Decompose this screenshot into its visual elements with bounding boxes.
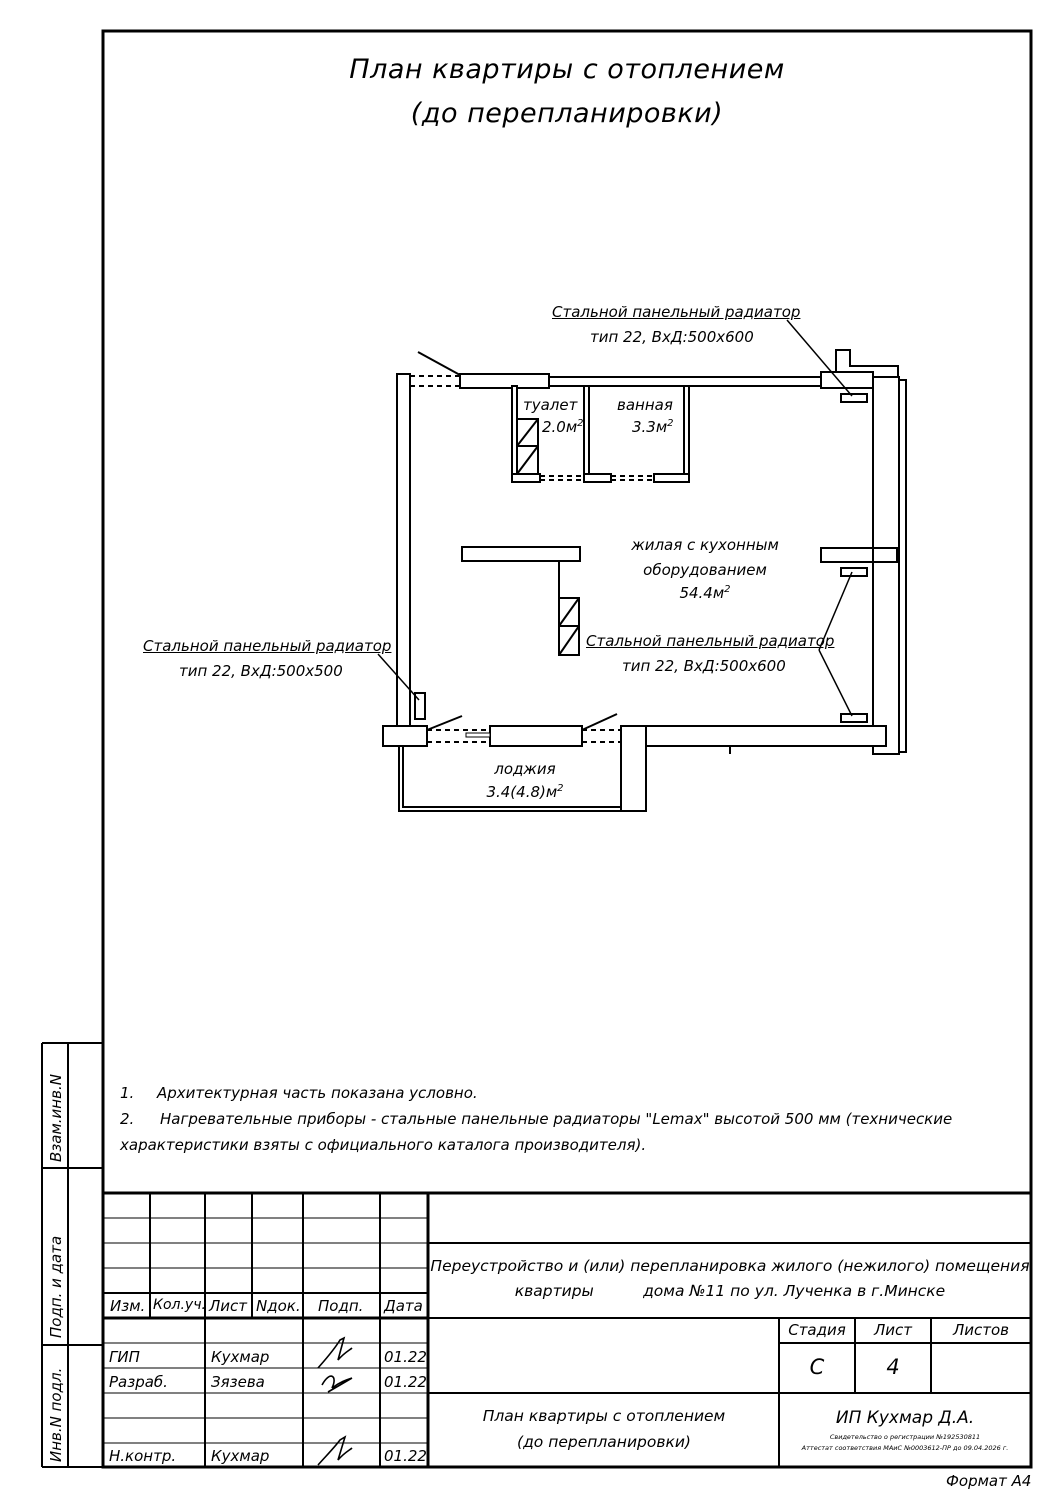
note-2-cont: характеристики взяты с официального каталога производителя).: [120, 1136, 647, 1154]
project-line1: Переустройство и (или) перепланировка жилого (нежилого) помещения: [430, 1257, 1030, 1275]
signatures: [318, 1338, 352, 1465]
room-loggia-name: лоджия: [494, 760, 556, 778]
row-gip-date: 01.22: [384, 1348, 427, 1366]
signature-razrab: [322, 1376, 352, 1392]
room-bath-area: $3.3м^2$: [632, 418, 674, 436]
row-nkontr-role: Н.контр.: [109, 1447, 177, 1465]
org-name: ИП Кухмар Д.А.: [835, 1408, 975, 1428]
room-loggia-area: $3.4(4.8)м^2$: [486, 783, 564, 801]
radiator-label-left: Стальной панельный радиатор: [143, 637, 392, 655]
room-living-name2: оборудованием: [643, 561, 767, 579]
signature-nkontr: [318, 1437, 352, 1465]
sheet-title1: План квартиры с отоплением: [482, 1407, 726, 1425]
room-living-area: $54.4м^2$: [679, 584, 731, 602]
row-razrab-date: 01.22: [384, 1373, 427, 1391]
radiator-label-right: Стальной панельный радиатор: [586, 632, 835, 650]
hdr-ndok: Nдок.: [256, 1297, 301, 1315]
room-living-name1: жилая с кухонным: [631, 536, 779, 554]
radiator-top-right: [841, 394, 867, 402]
sheets-label: Листов: [952, 1321, 1010, 1339]
sheet-value: 4: [886, 1355, 900, 1379]
stage-label: Стадия: [788, 1321, 846, 1339]
hdr-izm: Изм.: [110, 1297, 146, 1315]
org-cert1: Свидетельство о регистрации №192530811: [829, 1433, 981, 1441]
stage-value: С: [809, 1355, 825, 1379]
page-subtitle: (до перепланировки): [410, 98, 724, 129]
hdr-podp: Подп.: [318, 1297, 364, 1315]
radiator-spec-top: тип 22, ВхД:500х600: [590, 328, 754, 346]
row-razrab-role: Разраб.: [109, 1373, 168, 1391]
hdr-kol-uch: Кол.уч.: [153, 1297, 206, 1313]
sheet-title2: (до перепланировки): [517, 1433, 691, 1451]
note-2-num: 2.: [120, 1110, 135, 1128]
note-1-text: Архитектурная часть показана условно.: [157, 1084, 478, 1102]
radiator-mid-right: [841, 568, 867, 576]
radiator-spec-right: тип 22, ВхД:500х600: [622, 657, 786, 675]
row-nkontr-name: Кухмар: [211, 1447, 270, 1465]
side-vzam-inv: Взам.инв.N: [47, 1074, 65, 1162]
note-2-text: Нагревательные приборы - стальные панельные радиаторы "Lemax" высотой 500 мм (технические: [160, 1110, 953, 1128]
org-cert2: Аттестат соответствия МАиС №0003612-ПР до 09.04.2026 г.: [801, 1444, 1009, 1452]
radiator-spec-left: тип 22, ВхД:500х500: [179, 662, 343, 680]
room-toilet-area: $2.0м^2$: [542, 418, 584, 436]
radiator-label-top: Стальной панельный радиатор: [552, 303, 801, 321]
note-1-num: 1.: [120, 1084, 135, 1102]
row-gip-name: Кухмар: [211, 1348, 270, 1366]
hdr-data: Дата: [384, 1297, 423, 1315]
side-podp-data: Подп. и дата: [47, 1235, 65, 1338]
row-nkontr-date: 01.22: [384, 1447, 427, 1465]
sheet-label: Лист: [873, 1321, 912, 1339]
page-title: План квартиры с отоплением: [349, 54, 785, 85]
room-bath-name: ванная: [617, 396, 673, 414]
project-line2: квартиры дома №11 по ул. Лученка в г.Минске: [514, 1282, 946, 1300]
room-toilet-name: туалет: [523, 396, 578, 414]
side-inv-podl: Инв.N подл.: [47, 1367, 65, 1462]
radiator-bottom-right: [841, 714, 867, 722]
format-label: Формат А4: [946, 1472, 1032, 1490]
row-gip-role: ГИП: [109, 1348, 140, 1366]
row-razrab-name: Зязева: [211, 1373, 265, 1391]
hdr-list: Лист: [209, 1297, 248, 1315]
